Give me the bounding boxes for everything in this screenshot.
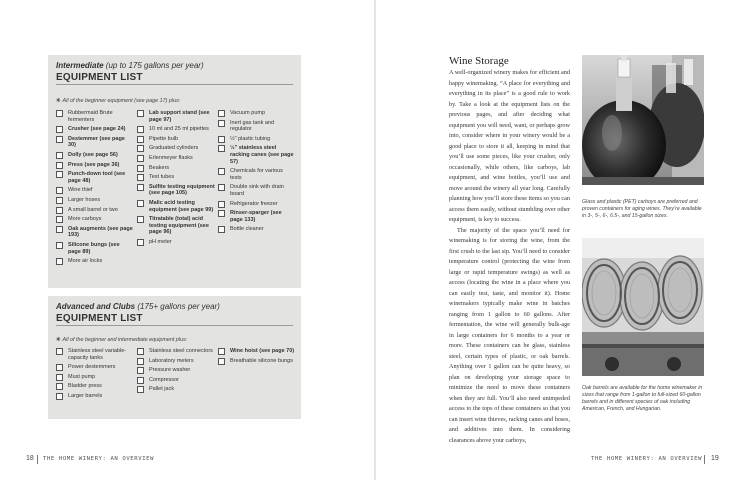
checklist-item	[56, 258, 134, 265]
divider	[37, 455, 38, 464]
checklist-item	[137, 367, 215, 374]
checklist-item-label: Rubbermaid Brute fermenters	[68, 110, 113, 123]
checklist-item	[56, 348, 134, 361]
box-title-bold: Advanced and Clubs	[56, 302, 136, 311]
checkbox-icon	[218, 120, 225, 127]
checklist-column-3	[218, 348, 296, 367]
checkbox-icon	[137, 136, 144, 143]
box-title-bold: Intermediate	[56, 61, 104, 70]
box-title-rest: (175+ gallons per year)	[135, 302, 220, 311]
checkbox-icon	[137, 165, 144, 172]
checklist-item-label: Chemicals for various tests	[230, 168, 283, 181]
checklist-item	[218, 358, 296, 365]
checklist-item-label: Crusher (see page 24)	[68, 126, 126, 133]
carboys-photo	[582, 55, 704, 185]
divider	[56, 325, 293, 326]
checklist-item	[218, 226, 296, 233]
checkbox-icon	[218, 184, 225, 191]
checkbox-icon	[137, 155, 144, 162]
checklist-item	[137, 165, 215, 172]
checklist-item-label: Double sink with drain board	[230, 184, 284, 197]
checklist-item-label: Bottle cleaner	[230, 226, 264, 233]
checklist-item	[137, 216, 215, 236]
checklist-item	[56, 162, 134, 169]
checklist-item-label: Compressor	[149, 376, 179, 383]
box-heading: EQUIPMENT LIST	[56, 313, 143, 324]
checklist-item	[56, 364, 134, 371]
checklist-item-label: Destemmer (see page 30)	[68, 135, 125, 149]
checklist-item-label: A small barrel or two	[68, 206, 118, 213]
checklist-item-label: Stainless steel connectors	[149, 348, 213, 354]
checklist-item	[56, 226, 134, 239]
checklist-item	[218, 184, 296, 197]
checklist-item-label: ½" stainless steel racking canes (see page 57)	[230, 145, 294, 165]
checklist-item-label: Larger barrels	[68, 392, 103, 399]
checklist-item-label: Graduated cylinders	[149, 145, 199, 152]
checklist-item	[56, 136, 134, 149]
checklist-item-label: Sulfite testing equipment (see page 105)	[149, 183, 215, 197]
checklist-item-label: Pipette bulb	[149, 135, 179, 142]
box-title	[56, 61, 204, 70]
checklist-item-label: Erlenmeyer flasks	[149, 154, 193, 161]
checkbox-icon	[56, 348, 63, 355]
checkbox-icon	[56, 162, 63, 169]
checklist-item-label: Test tubes	[149, 174, 175, 181]
checklist-item	[137, 184, 215, 197]
checklist-item	[218, 210, 296, 223]
checkbox-icon	[218, 348, 225, 355]
checklist-item	[137, 239, 215, 246]
checklist-item	[137, 110, 215, 123]
checklist-item	[137, 377, 215, 384]
checklist-item	[137, 200, 215, 213]
box-title-rest: (up to 175 gallons per year)	[103, 61, 204, 70]
checklist-item-label: Breathable silicone bungs	[230, 357, 293, 364]
checklist-item-label: More air locks	[68, 258, 103, 265]
barrels-image	[582, 238, 704, 376]
checkbox-icon	[137, 110, 144, 117]
checkbox-icon	[218, 110, 225, 117]
checklist-column-1	[56, 110, 134, 268]
advanced-equipment-box	[48, 296, 301, 419]
page-number: 18	[26, 455, 34, 462]
checklist-item	[137, 386, 215, 393]
checkbox-icon	[218, 168, 225, 175]
intermediate-equipment-box	[48, 55, 301, 288]
checklist-item	[218, 110, 296, 117]
checklist-item-label: Refrigerator freezer	[230, 200, 278, 207]
checkbox-icon	[56, 383, 63, 390]
checklist-item-label: Wine thief	[68, 187, 93, 194]
checklist-item	[56, 207, 134, 214]
article-title: Wine Storage	[449, 55, 509, 67]
checkbox-icon	[137, 174, 144, 181]
checklist-item-label: Vacuum pump	[230, 110, 266, 116]
checklist-item-label: Pressure washer	[149, 367, 191, 374]
checkbox-icon	[137, 358, 144, 365]
checklist-item	[56, 187, 134, 194]
checklist-item-label: Beakers	[149, 164, 170, 171]
checklist-item-label: Titratable (total) acid testing equipment (see page 96)	[149, 216, 209, 236]
checklist-column-2	[137, 110, 215, 249]
checklist-item	[218, 120, 296, 133]
checklist-item-label: Rinser-sparger (see page 133)	[230, 210, 282, 223]
checklist-item	[218, 348, 296, 355]
article	[449, 55, 570, 446]
checklist-item	[218, 136, 296, 143]
carboys-image	[582, 55, 704, 185]
checklist-item	[56, 393, 134, 400]
checkbox-icon	[56, 110, 63, 117]
checkbox-icon	[137, 216, 144, 223]
checklist-item-label: Press (see page 36)	[68, 161, 120, 168]
checklist-item	[56, 374, 134, 381]
checklist-item-label: More carboys	[68, 216, 102, 223]
barrels-photo	[582, 238, 704, 376]
checkbox-icon	[137, 386, 144, 393]
checkbox-icon	[218, 358, 225, 365]
checklist-item-label: Bladder press	[68, 383, 102, 390]
box-intro	[56, 98, 180, 104]
checkbox-icon	[137, 145, 144, 152]
checklist-item	[56, 197, 134, 204]
checklist-item-label: pH meter	[149, 238, 172, 245]
checklist-item	[56, 383, 134, 390]
checkbox-icon	[56, 126, 63, 133]
checklist-item	[56, 216, 134, 223]
checklist-item	[137, 136, 215, 143]
running-head: THE HOME WINERY: AN OVERVIEW	[591, 456, 703, 462]
checkbox-icon	[56, 136, 63, 143]
page-number: 19	[711, 455, 719, 462]
checkbox-icon	[137, 184, 144, 191]
checklist-column-2	[137, 348, 215, 396]
checkbox-icon	[218, 201, 225, 208]
checklist-item	[218, 168, 296, 181]
photo-caption: Oak barrels are available for the home winemaker in sizes that range from 1-gallon to full-sized 60-gallon barrels and in different species of oak including American, French, and Hungarian.	[582, 385, 703, 412]
checklist-item	[56, 242, 134, 255]
checkbox-icon	[137, 239, 144, 246]
checklist-item-label: Lab support stand (see page 97)	[149, 110, 210, 123]
checklist-item-label: Power destemmers	[68, 364, 116, 371]
box-intro-text: All of the beginner equipment (see page 17) plus:	[62, 98, 181, 104]
checkbox-icon	[137, 377, 144, 384]
checkbox-icon	[218, 145, 225, 152]
checklist-item	[218, 201, 296, 208]
checklist-item	[137, 155, 215, 162]
checkbox-icon	[56, 364, 63, 371]
checklist-item	[56, 152, 134, 159]
divider	[56, 84, 293, 85]
checklist-item	[137, 348, 215, 355]
checklist-item-label: Silicone bungs (see page 89)	[68, 241, 120, 255]
checkbox-icon	[137, 348, 144, 355]
checklist-column-3	[218, 110, 296, 236]
paragraph: The majority of the space you’ll need for winemaking is for storing the wine, from the first crush to the last sip. You’ll need to consider temperature control (protecting the wine from large or rapid temperature swings) as well as access (locating the wine in a place where you can easily test, taste, and monitor it). Home winemakers typically make wine in batches ranging from 1 gallon to 60 gallons. After fermentation, the wine will generally bulk-age in large containers for 6 months to a year or more. These containers can be glass, stainless steel, certain types of plastic, or oak barrels. Anything over 1 gallon can be quite heavy, so plan on developing your storage space to minimize the need to move these containers when they are full. You’ll also need unimpeded access to the tops of these containers so that you can insert wine thieves, racking canes and hoses, and additives into them. In considering clearances above your carboys,	[449, 226, 570, 444]
asterisk-icon: ✳	[56, 98, 61, 104]
checkbox-icon	[218, 210, 225, 217]
checkbox-icon	[56, 374, 63, 381]
checkbox-icon	[56, 152, 63, 159]
checkbox-icon	[56, 258, 63, 265]
checklist-item	[56, 110, 134, 123]
checkbox-icon	[56, 393, 63, 400]
divider	[704, 455, 705, 464]
checkbox-icon	[56, 207, 63, 214]
checklist-column-1	[56, 348, 134, 403]
checklist-item	[137, 145, 215, 152]
article-body	[449, 68, 570, 446]
checkbox-icon	[137, 367, 144, 374]
checklist-item-label: Punch-down tool (see page 48)	[68, 171, 126, 184]
checklist-item	[56, 171, 134, 184]
checklist-item	[56, 126, 134, 133]
checklist-item-label: Must pump	[68, 373, 96, 380]
checkbox-icon	[56, 197, 63, 204]
checkbox-icon	[137, 126, 144, 133]
box-title	[56, 302, 220, 311]
box-intro	[56, 337, 187, 343]
checkbox-icon	[218, 226, 225, 233]
checklist-item	[137, 126, 215, 133]
checklist-item-label: Inert gas tank and regulator	[230, 119, 275, 133]
box-heading: EQUIPMENT LIST	[56, 72, 143, 83]
checkbox-icon	[56, 242, 63, 249]
checklist-item	[137, 358, 215, 365]
checklist-item-label: Larger hoses	[68, 196, 101, 203]
paragraph: A well-organized winery makes for efficient and happy winemaking. “A place for everything and everything in its place” is a good rule to work by. Take a look at the equipment lists on the previous pages, and after deciding what equipment you will need, want, or perhaps grow into, consider where in your winery would be a good place to store it all, keeping in mind that you’ll use some pieces, like your crusher, only occasionally, while others, like carboys, lab equipment, and wine bottles, you’ll use and move around the winery all year long. Carefully planning how you’ll store these items so you can access them easily, without stumbling over other equipment, is key to success.	[449, 69, 570, 223]
checklist-item	[137, 174, 215, 181]
photo-caption: Glass and plastic (PET) carboys are preferred and proven containers for aging wines. They’re available in 3-, 5-, 6-, 6.5-, and 15-gallon sizes.	[582, 199, 702, 219]
checklist-item-label: 10 ml and 25 ml pipettes	[149, 126, 209, 133]
checklist-item-label: Malic acid testing equipment (see page 99)	[149, 199, 214, 213]
checkbox-icon	[56, 216, 63, 223]
checklist-item-label: Laboratory meters	[149, 357, 194, 364]
checklist-item-label: Stainless steel variable-capacity tanks	[68, 348, 127, 361]
checklist-item-label: Oak augments (see page 193)	[68, 225, 133, 239]
checklist-item-label: Pallet jack	[149, 386, 175, 393]
checklist-item-label: Dolly (see page 56)	[68, 151, 118, 158]
checkbox-icon	[218, 136, 225, 143]
checkbox-icon	[137, 200, 144, 207]
box-intro-text: All of the beginner and intermediate equipment plus:	[62, 337, 188, 343]
left-page	[0, 0, 374, 480]
running-head: THE HOME WINERY: AN OVERVIEW	[43, 456, 155, 462]
checklist-item-label: Wine hoist (see page 70)	[230, 348, 295, 354]
checkbox-icon	[56, 171, 63, 178]
checkbox-icon	[56, 187, 63, 194]
checkbox-icon	[56, 226, 63, 233]
checklist-item-label: ½" plastic tubing	[230, 135, 271, 142]
checklist-item	[218, 145, 296, 165]
asterisk-icon: ✳	[56, 337, 61, 343]
